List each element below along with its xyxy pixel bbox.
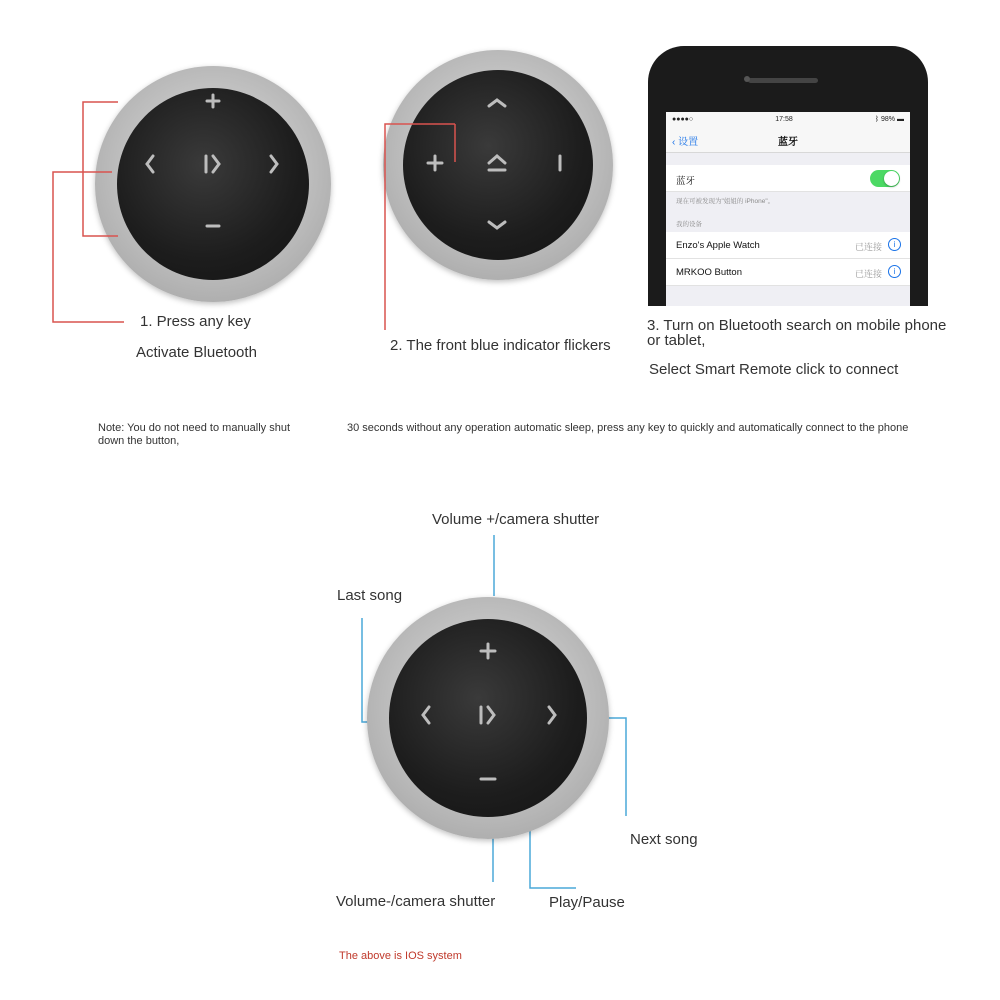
battery-status: [875, 116, 904, 123]
label-volume-up: Volume +/camera shutter: [432, 511, 600, 528]
blue-callout-next-song: [608, 718, 626, 816]
device-name: MRKOO Button: [676, 267, 742, 278]
device-name: Enzo's Apple Watch: [676, 240, 760, 251]
label-volume-down: Volume-/camera shutter: [336, 893, 496, 910]
bluetooth-toggle[interactable]: [870, 170, 900, 187]
note-right: 30 seconds without any operation automatic sleep, press any key to quickly and automatically connect to the phone: [347, 422, 909, 434]
red-callout-2: [385, 124, 455, 330]
remote-diagram-glyphs: [367, 597, 609, 839]
page-title: 蓝牙: [778, 137, 798, 148]
device-state: 已连接: [854, 242, 882, 252]
phone-screen: [666, 112, 910, 306]
bluetooth-icon: ᛒ: [874, 115, 880, 123]
status-bar: [666, 112, 910, 126]
chevron-right-icon: [549, 707, 555, 723]
signal-icon: ●●●●○: [672, 115, 694, 123]
bluetooth-label: 蓝牙: [676, 176, 696, 187]
chevron-left-icon: ‹: [672, 137, 679, 148]
device-row[interactable]: [666, 232, 910, 259]
step1-line1: 1. Press any key: [140, 313, 251, 330]
chevron-left-icon: [423, 707, 429, 723]
step2-label: 2. The front blue indicator flickers: [390, 337, 611, 354]
play-pause-icon: [481, 707, 494, 723]
smartphone: [648, 46, 928, 306]
step3-line1: 3. Turn on Bluetooth search on mobile phone: [647, 317, 947, 334]
battery-percent: 98%: [881, 115, 896, 123]
note-left: Note: You do not need to manually shut down the button,: [98, 422, 291, 447]
back-label: 设置: [678, 137, 699, 148]
section-header: 我的设备: [676, 221, 702, 228]
plus-icon: [481, 644, 495, 658]
step3-line3: Select Smart Remote click to connect: [649, 361, 899, 378]
remote-control-diagram: [367, 597, 609, 839]
battery-icon: ▬: [896, 115, 904, 123]
phone-camera: [744, 76, 750, 82]
red-bracket-1: [83, 102, 118, 236]
navigation-bar: [666, 126, 910, 153]
phone-speaker: [748, 78, 818, 83]
ios-note: The above is IOS system: [339, 950, 462, 962]
label-last-song: Last song: [337, 587, 403, 604]
label-play-pause: Play/Pause: [549, 894, 625, 911]
info-icon[interactable]: i: [888, 265, 901, 278]
red-callout-1: [53, 172, 124, 322]
toggle-knob: [884, 171, 899, 186]
label-next-song: Next song: [630, 831, 698, 848]
device-state: 已连接: [854, 269, 882, 279]
discoverable-hint: 现在可被发现为"姐姐的 iPhone"。: [676, 198, 775, 205]
step1-line2: Activate Bluetooth: [136, 344, 257, 361]
bluetooth-toggle-row: [666, 165, 910, 192]
info-icon[interactable]: i: [888, 238, 901, 251]
device-row[interactable]: [666, 259, 910, 286]
spacer: [666, 153, 910, 165]
status-time: 17:58: [775, 115, 793, 123]
step3-line2: or tablet,: [647, 332, 706, 349]
